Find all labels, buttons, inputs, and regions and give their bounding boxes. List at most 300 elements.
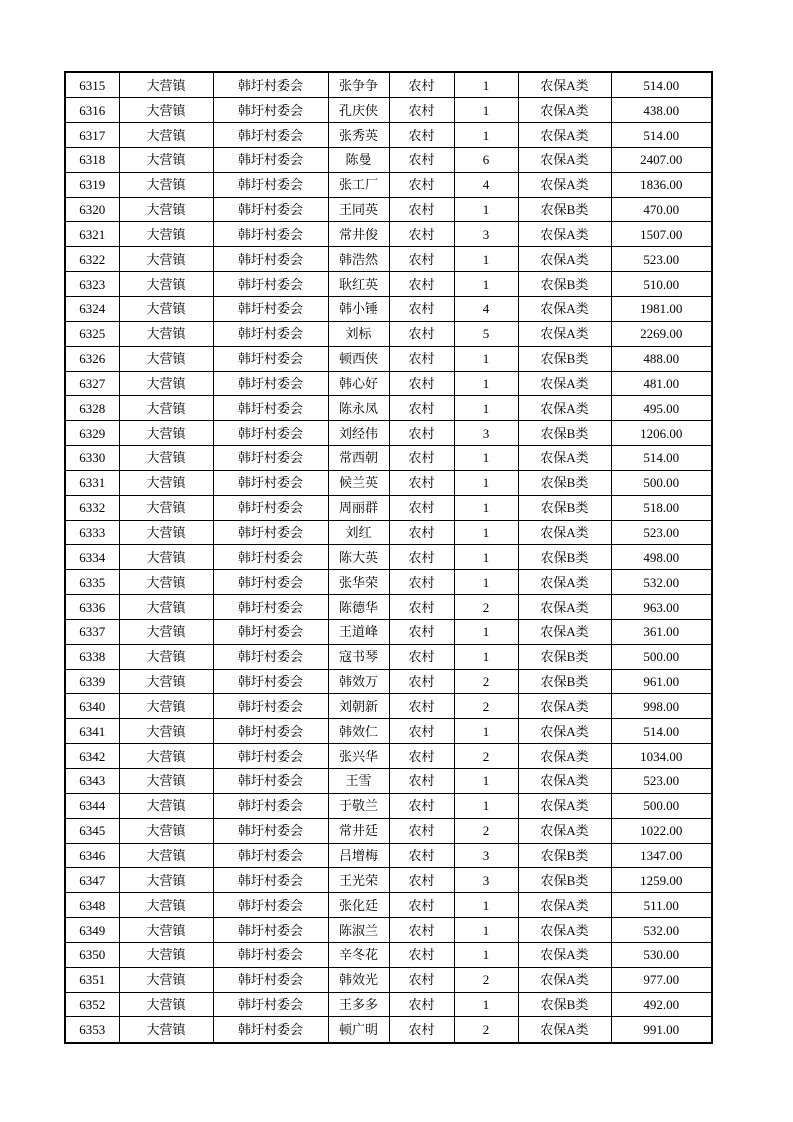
cell-town: 大营镇 — [119, 321, 213, 346]
cell-person-count: 1 — [454, 197, 518, 222]
cell-amount: 523.00 — [611, 247, 712, 272]
cell-village-committee: 韩圩村委会 — [213, 818, 328, 843]
cell-village-committee: 韩圩村委会 — [213, 694, 328, 719]
cell-serial-number: 6330 — [65, 446, 119, 471]
cell-village-committee: 韩圩村委会 — [213, 744, 328, 769]
cell-amount: 514.00 — [611, 719, 712, 744]
table-row — [65, 520, 712, 545]
cell-village-committee: 韩圩村委会 — [213, 296, 328, 321]
cell-insurance-category: 农保A类 — [518, 893, 611, 918]
table-row — [65, 222, 712, 247]
cell-person-name: 张兴华 — [328, 744, 389, 769]
cell-person-name: 王道峰 — [328, 619, 389, 644]
table-row — [65, 818, 712, 843]
cell-person-count: 1 — [454, 470, 518, 495]
table-row — [65, 396, 712, 421]
table-row — [65, 197, 712, 222]
cell-person-count: 1 — [454, 446, 518, 471]
cell-village-committee: 韩圩村委会 — [213, 868, 328, 893]
cell-person-count: 2 — [454, 595, 518, 620]
cell-serial-number: 6336 — [65, 595, 119, 620]
cell-person-name: 候兰英 — [328, 470, 389, 495]
cell-insurance-category: 农保B类 — [518, 644, 611, 669]
table-row — [65, 918, 712, 943]
cell-residence-type: 农村 — [389, 1017, 454, 1043]
table-row — [65, 619, 712, 644]
table-row — [65, 123, 712, 148]
cell-residence-type: 农村 — [389, 843, 454, 868]
table-row — [65, 147, 712, 172]
table-row — [65, 644, 712, 669]
cell-serial-number: 6318 — [65, 147, 119, 172]
cell-serial-number: 6342 — [65, 744, 119, 769]
cell-insurance-category: 农保A类 — [518, 570, 611, 595]
cell-serial-number: 6325 — [65, 321, 119, 346]
cell-person-count: 1 — [454, 719, 518, 744]
cell-person-count: 6 — [454, 147, 518, 172]
cell-town: 大营镇 — [119, 446, 213, 471]
cell-insurance-category: 农保A类 — [518, 793, 611, 818]
cell-amount: 488.00 — [611, 346, 712, 371]
cell-person-name: 张工厂 — [328, 172, 389, 197]
table-row — [65, 893, 712, 918]
cell-town: 大营镇 — [119, 818, 213, 843]
cell-serial-number: 6331 — [65, 470, 119, 495]
cell-serial-number: 6340 — [65, 694, 119, 719]
cell-person-count: 2 — [454, 818, 518, 843]
cell-village-committee: 韩圩村委会 — [213, 967, 328, 992]
cell-town: 大营镇 — [119, 98, 213, 123]
cell-amount: 514.00 — [611, 446, 712, 471]
cell-residence-type: 农村 — [389, 967, 454, 992]
cell-town: 大营镇 — [119, 123, 213, 148]
table-row — [65, 346, 712, 371]
cell-village-committee: 韩圩村委会 — [213, 72, 328, 98]
cell-village-committee: 韩圩村委会 — [213, 222, 328, 247]
cell-insurance-category: 农保B类 — [518, 421, 611, 446]
cell-person-count: 3 — [454, 222, 518, 247]
table-row — [65, 967, 712, 992]
cell-residence-type: 农村 — [389, 744, 454, 769]
cell-insurance-category: 农保A类 — [518, 321, 611, 346]
cell-serial-number: 6349 — [65, 918, 119, 943]
cell-serial-number: 6335 — [65, 570, 119, 595]
cell-residence-type: 农村 — [389, 446, 454, 471]
cell-serial-number: 6317 — [65, 123, 119, 148]
table-row — [65, 98, 712, 123]
cell-village-committee: 韩圩村委会 — [213, 421, 328, 446]
cell-serial-number: 6319 — [65, 172, 119, 197]
cell-amount: 500.00 — [611, 793, 712, 818]
cell-residence-type: 农村 — [389, 421, 454, 446]
cell-insurance-category: 农保A类 — [518, 818, 611, 843]
table-row — [65, 992, 712, 1017]
cell-person-name: 韩小锤 — [328, 296, 389, 321]
cell-insurance-category: 农保A类 — [518, 520, 611, 545]
cell-residence-type: 农村 — [389, 346, 454, 371]
table-row — [65, 793, 712, 818]
table-row — [65, 272, 712, 297]
cell-insurance-category: 农保A类 — [518, 172, 611, 197]
table-row — [65, 470, 712, 495]
cell-town: 大营镇 — [119, 172, 213, 197]
table-row — [65, 371, 712, 396]
table-row — [65, 694, 712, 719]
cell-insurance-category: 农保B类 — [518, 868, 611, 893]
cell-village-committee: 韩圩村委会 — [213, 396, 328, 421]
cell-serial-number: 6344 — [65, 793, 119, 818]
cell-person-count: 1 — [454, 247, 518, 272]
cell-insurance-category: 农保B类 — [518, 669, 611, 694]
cell-village-committee: 韩圩村委会 — [213, 197, 328, 222]
cell-amount: 492.00 — [611, 992, 712, 1017]
cell-person-name: 常井廷 — [328, 818, 389, 843]
cell-village-committee: 韩圩村委会 — [213, 793, 328, 818]
cell-residence-type: 农村 — [389, 371, 454, 396]
cell-insurance-category: 农保A类 — [518, 247, 611, 272]
cell-residence-type: 农村 — [389, 893, 454, 918]
cell-person-count: 1 — [454, 992, 518, 1017]
cell-amount: 963.00 — [611, 595, 712, 620]
cell-amount: 514.00 — [611, 72, 712, 98]
cell-person-name: 常井俊 — [328, 222, 389, 247]
cell-insurance-category: 农保A类 — [518, 719, 611, 744]
cell-person-count: 1 — [454, 396, 518, 421]
cell-person-name: 陈大英 — [328, 545, 389, 570]
cell-amount: 1981.00 — [611, 296, 712, 321]
cell-village-committee: 韩圩村委会 — [213, 495, 328, 520]
cell-town: 大营镇 — [119, 197, 213, 222]
cell-person-name: 耿红英 — [328, 272, 389, 297]
cell-person-name: 于敬兰 — [328, 793, 389, 818]
cell-person-name: 顿西侠 — [328, 346, 389, 371]
cell-serial-number: 6322 — [65, 247, 119, 272]
cell-residence-type: 农村 — [389, 495, 454, 520]
cell-insurance-category: 农保A类 — [518, 619, 611, 644]
cell-village-committee: 韩圩村委会 — [213, 769, 328, 794]
cell-amount: 991.00 — [611, 1017, 712, 1043]
cell-amount: 1507.00 — [611, 222, 712, 247]
cell-village-committee: 韩圩村委会 — [213, 520, 328, 545]
table-body — [65, 72, 712, 1043]
cell-amount: 977.00 — [611, 967, 712, 992]
cell-person-count: 2 — [454, 1017, 518, 1043]
cell-person-count: 3 — [454, 421, 518, 446]
cell-serial-number: 6337 — [65, 619, 119, 644]
cell-village-committee: 韩圩村委会 — [213, 247, 328, 272]
cell-amount: 438.00 — [611, 98, 712, 123]
cell-insurance-category: 农保A类 — [518, 446, 611, 471]
cell-insurance-category: 农保B类 — [518, 495, 611, 520]
cell-person-name: 刘经伟 — [328, 421, 389, 446]
cell-person-count: 1 — [454, 893, 518, 918]
cell-village-committee: 韩圩村委会 — [213, 942, 328, 967]
cell-person-count: 1 — [454, 619, 518, 644]
cell-insurance-category: 农保A类 — [518, 296, 611, 321]
cell-residence-type: 农村 — [389, 172, 454, 197]
cell-person-name: 王雪 — [328, 769, 389, 794]
cell-amount: 1022.00 — [611, 818, 712, 843]
cell-serial-number: 6352 — [65, 992, 119, 1017]
cell-person-name: 张化廷 — [328, 893, 389, 918]
cell-town: 大营镇 — [119, 918, 213, 943]
cell-person-name: 顿广明 — [328, 1017, 389, 1043]
cell-town: 大营镇 — [119, 893, 213, 918]
cell-amount: 518.00 — [611, 495, 712, 520]
cell-person-count: 1 — [454, 72, 518, 98]
cell-village-committee: 韩圩村委会 — [213, 172, 328, 197]
table-row — [65, 247, 712, 272]
cell-residence-type: 农村 — [389, 595, 454, 620]
cell-serial-number: 6351 — [65, 967, 119, 992]
cell-person-name: 寇书琴 — [328, 644, 389, 669]
cell-person-count: 1 — [454, 793, 518, 818]
cell-town: 大营镇 — [119, 495, 213, 520]
cell-serial-number: 6346 — [65, 843, 119, 868]
cell-town: 大营镇 — [119, 769, 213, 794]
cell-insurance-category: 农保B类 — [518, 545, 611, 570]
cell-person-name: 韩效万 — [328, 669, 389, 694]
cell-amount: 2407.00 — [611, 147, 712, 172]
cell-person-count: 2 — [454, 744, 518, 769]
cell-person-count: 3 — [454, 868, 518, 893]
cell-person-count: 1 — [454, 918, 518, 943]
cell-serial-number: 6332 — [65, 495, 119, 520]
cell-serial-number: 6326 — [65, 346, 119, 371]
cell-insurance-category: 农保B类 — [518, 346, 611, 371]
cell-amount: 495.00 — [611, 396, 712, 421]
cell-person-count: 1 — [454, 644, 518, 669]
cell-village-committee: 韩圩村委会 — [213, 719, 328, 744]
cell-person-count: 1 — [454, 346, 518, 371]
cell-insurance-category: 农保B类 — [518, 272, 611, 297]
cell-town: 大营镇 — [119, 520, 213, 545]
cell-residence-type: 农村 — [389, 644, 454, 669]
cell-amount: 998.00 — [611, 694, 712, 719]
cell-serial-number: 6315 — [65, 72, 119, 98]
cell-residence-type: 农村 — [389, 769, 454, 794]
cell-amount: 1836.00 — [611, 172, 712, 197]
cell-amount: 500.00 — [611, 644, 712, 669]
cell-person-name: 刘朝新 — [328, 694, 389, 719]
cell-village-committee: 韩圩村委会 — [213, 644, 328, 669]
cell-person-count: 4 — [454, 172, 518, 197]
cell-person-count: 2 — [454, 694, 518, 719]
cell-town: 大营镇 — [119, 644, 213, 669]
cell-person-name: 王光荣 — [328, 868, 389, 893]
cell-person-name: 陈永凤 — [328, 396, 389, 421]
cell-insurance-category: 农保A类 — [518, 72, 611, 98]
cell-residence-type: 农村 — [389, 222, 454, 247]
cell-residence-type: 农村 — [389, 868, 454, 893]
cell-insurance-category: 农保A类 — [518, 222, 611, 247]
cell-village-committee: 韩圩村委会 — [213, 123, 328, 148]
cell-insurance-category: 农保A类 — [518, 371, 611, 396]
cell-town: 大营镇 — [119, 346, 213, 371]
cell-town: 大营镇 — [119, 719, 213, 744]
cell-village-committee: 韩圩村委会 — [213, 446, 328, 471]
cell-serial-number: 6328 — [65, 396, 119, 421]
cell-person-count: 3 — [454, 843, 518, 868]
cell-insurance-category: 农保A类 — [518, 769, 611, 794]
cell-residence-type: 农村 — [389, 98, 454, 123]
cell-amount: 510.00 — [611, 272, 712, 297]
cell-residence-type: 农村 — [389, 72, 454, 98]
cell-amount: 1347.00 — [611, 843, 712, 868]
cell-village-committee: 韩圩村委会 — [213, 1017, 328, 1043]
cell-person-name: 王同英 — [328, 197, 389, 222]
cell-town: 大营镇 — [119, 868, 213, 893]
cell-town: 大营镇 — [119, 72, 213, 98]
cell-person-count: 1 — [454, 570, 518, 595]
cell-serial-number: 6320 — [65, 197, 119, 222]
cell-serial-number: 6343 — [65, 769, 119, 794]
cell-person-name: 韩浩然 — [328, 247, 389, 272]
cell-person-count: 1 — [454, 942, 518, 967]
cell-person-name: 常西朝 — [328, 446, 389, 471]
cell-village-committee: 韩圩村委会 — [213, 992, 328, 1017]
cell-village-committee: 韩圩村委会 — [213, 98, 328, 123]
table-row — [65, 669, 712, 694]
table-row — [65, 172, 712, 197]
cell-town: 大营镇 — [119, 694, 213, 719]
cell-serial-number: 6334 — [65, 545, 119, 570]
cell-person-count: 1 — [454, 98, 518, 123]
cell-town: 大营镇 — [119, 595, 213, 620]
cell-town: 大营镇 — [119, 992, 213, 1017]
table-row — [65, 296, 712, 321]
cell-serial-number: 6327 — [65, 371, 119, 396]
table-row — [65, 446, 712, 471]
cell-amount: 498.00 — [611, 545, 712, 570]
cell-town: 大营镇 — [119, 545, 213, 570]
cell-residence-type: 农村 — [389, 570, 454, 595]
table-row — [65, 744, 712, 769]
cell-serial-number: 6347 — [65, 868, 119, 893]
cell-residence-type: 农村 — [389, 396, 454, 421]
cell-town: 大营镇 — [119, 470, 213, 495]
cell-residence-type: 农村 — [389, 818, 454, 843]
cell-person-name: 孔庆侠 — [328, 98, 389, 123]
cell-insurance-category: 农保A类 — [518, 396, 611, 421]
cell-person-name: 张华荣 — [328, 570, 389, 595]
cell-village-committee: 韩圩村委会 — [213, 371, 328, 396]
cell-village-committee: 韩圩村委会 — [213, 321, 328, 346]
cell-amount: 514.00 — [611, 123, 712, 148]
cell-insurance-category: 农保B类 — [518, 992, 611, 1017]
cell-insurance-category: 农保A类 — [518, 744, 611, 769]
cell-residence-type: 农村 — [389, 793, 454, 818]
cell-person-count: 1 — [454, 545, 518, 570]
cell-town: 大营镇 — [119, 793, 213, 818]
cell-town: 大营镇 — [119, 843, 213, 868]
table-row — [65, 719, 712, 744]
cell-residence-type: 农村 — [389, 123, 454, 148]
cell-amount: 1206.00 — [611, 421, 712, 446]
cell-amount: 532.00 — [611, 918, 712, 943]
cell-residence-type: 农村 — [389, 942, 454, 967]
table-row — [65, 570, 712, 595]
cell-village-committee: 韩圩村委会 — [213, 346, 328, 371]
cell-serial-number: 6316 — [65, 98, 119, 123]
cell-amount: 961.00 — [611, 669, 712, 694]
cell-town: 大营镇 — [119, 272, 213, 297]
cell-town: 大营镇 — [119, 570, 213, 595]
cell-amount: 470.00 — [611, 197, 712, 222]
cell-serial-number: 6345 — [65, 818, 119, 843]
table-row — [65, 72, 712, 98]
cell-insurance-category: 农保A类 — [518, 694, 611, 719]
cell-town: 大营镇 — [119, 247, 213, 272]
cell-residence-type: 农村 — [389, 719, 454, 744]
cell-person-name: 陈曼 — [328, 147, 389, 172]
cell-residence-type: 农村 — [389, 520, 454, 545]
cell-serial-number: 6324 — [65, 296, 119, 321]
cell-residence-type: 农村 — [389, 694, 454, 719]
cell-residence-type: 农村 — [389, 272, 454, 297]
cell-residence-type: 农村 — [389, 470, 454, 495]
benefit-roster-table — [64, 71, 713, 1044]
cell-person-count: 2 — [454, 967, 518, 992]
cell-serial-number: 6323 — [65, 272, 119, 297]
cell-amount: 481.00 — [611, 371, 712, 396]
cell-person-name: 韩效光 — [328, 967, 389, 992]
cell-town: 大营镇 — [119, 669, 213, 694]
cell-person-count: 1 — [454, 495, 518, 520]
cell-residence-type: 农村 — [389, 147, 454, 172]
cell-residence-type: 农村 — [389, 992, 454, 1017]
table-row — [65, 595, 712, 620]
cell-residence-type: 农村 — [389, 669, 454, 694]
cell-amount: 523.00 — [611, 769, 712, 794]
cell-residence-type: 农村 — [389, 321, 454, 346]
cell-serial-number: 6339 — [65, 669, 119, 694]
cell-amount: 532.00 — [611, 570, 712, 595]
cell-person-name: 辛冬花 — [328, 942, 389, 967]
cell-person-name: 刘红 — [328, 520, 389, 545]
cell-person-name: 王多多 — [328, 992, 389, 1017]
cell-village-committee: 韩圩村委会 — [213, 595, 328, 620]
cell-town: 大营镇 — [119, 296, 213, 321]
cell-town: 大营镇 — [119, 396, 213, 421]
cell-serial-number: 6333 — [65, 520, 119, 545]
cell-insurance-category: 农保B类 — [518, 470, 611, 495]
cell-serial-number: 6348 — [65, 893, 119, 918]
cell-residence-type: 农村 — [389, 545, 454, 570]
cell-village-committee: 韩圩村委会 — [213, 918, 328, 943]
cell-insurance-category: 农保A类 — [518, 918, 611, 943]
cell-insurance-category: 农保A类 — [518, 147, 611, 172]
cell-person-name: 张争争 — [328, 72, 389, 98]
cell-person-name: 陈淑兰 — [328, 918, 389, 943]
cell-village-committee: 韩圩村委会 — [213, 545, 328, 570]
cell-village-committee: 韩圩村委会 — [213, 669, 328, 694]
table-row — [65, 868, 712, 893]
table-row — [65, 1017, 712, 1043]
cell-town: 大营镇 — [119, 421, 213, 446]
cell-person-count: 1 — [454, 272, 518, 297]
cell-insurance-category: 农保A类 — [518, 942, 611, 967]
cell-amount: 361.00 — [611, 619, 712, 644]
cell-insurance-category: 农保A类 — [518, 967, 611, 992]
cell-insurance-category: 农保A类 — [518, 1017, 611, 1043]
cell-insurance-category: 农保B类 — [518, 843, 611, 868]
cell-person-name: 刘标 — [328, 321, 389, 346]
cell-person-name: 张秀英 — [328, 123, 389, 148]
cell-person-name: 吕增梅 — [328, 843, 389, 868]
table-row — [65, 421, 712, 446]
cell-town: 大营镇 — [119, 371, 213, 396]
